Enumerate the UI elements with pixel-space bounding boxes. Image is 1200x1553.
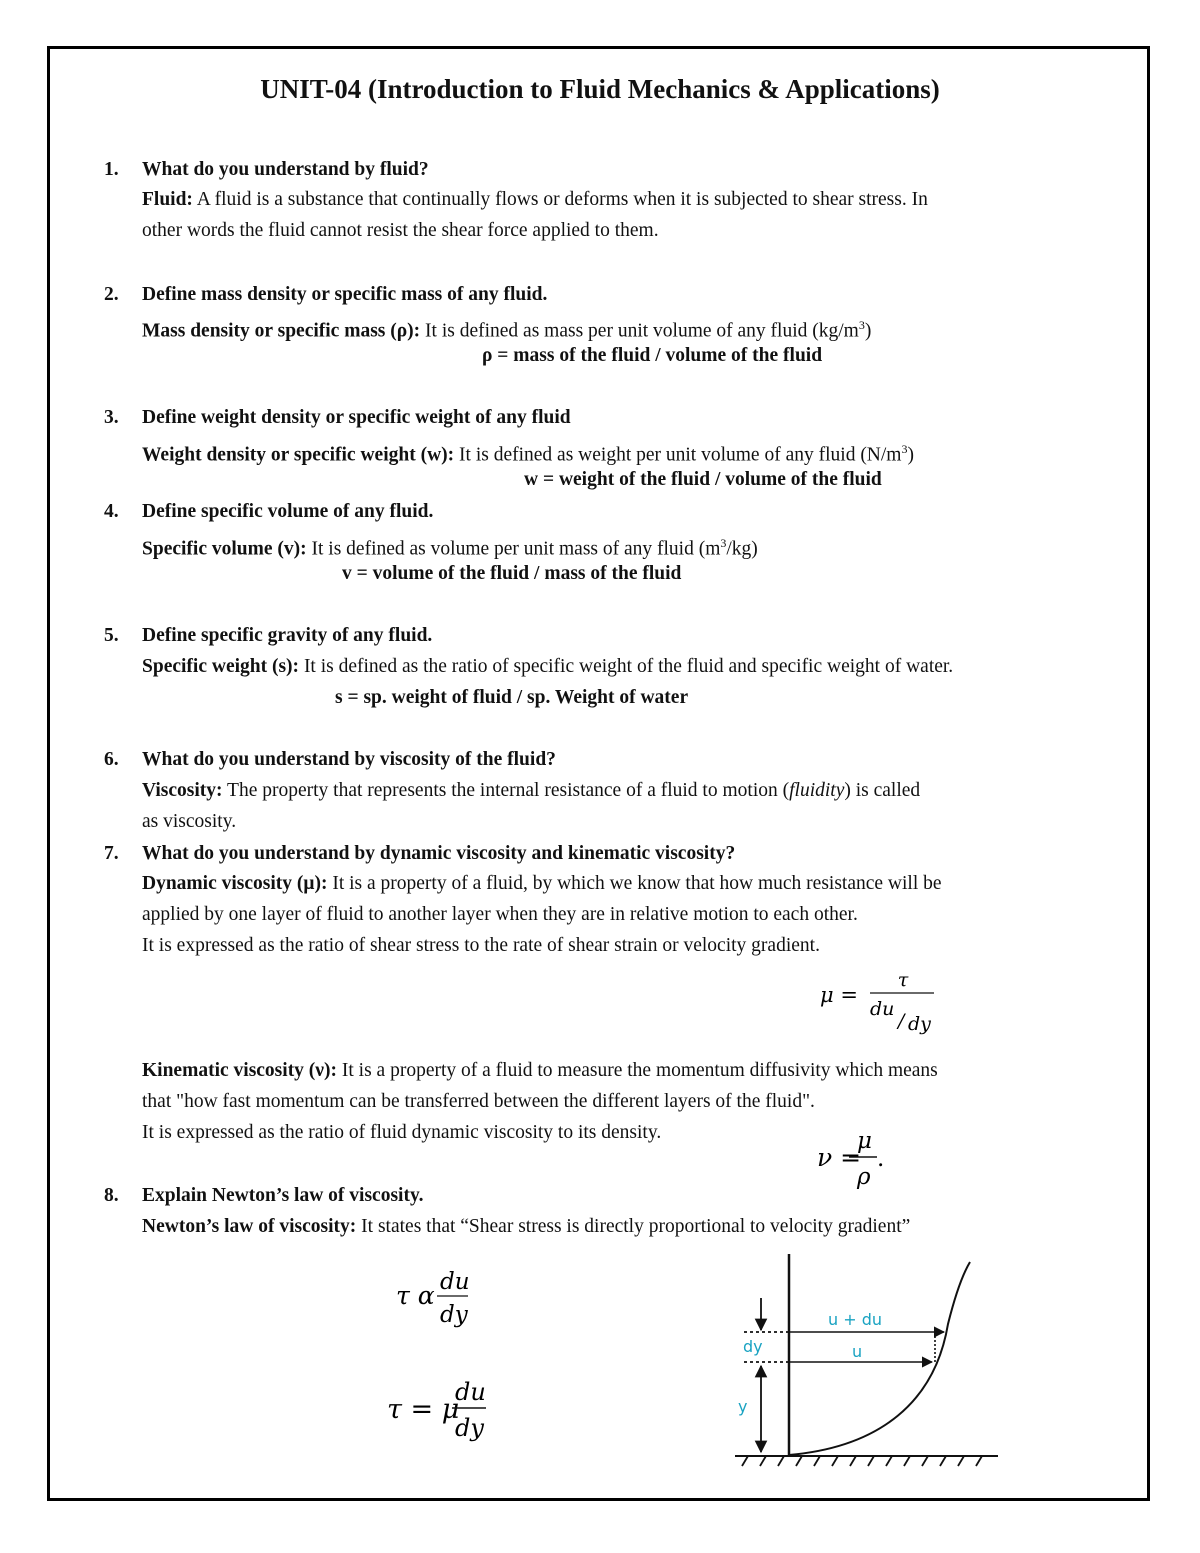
- question-3: Define weight density or specific weight of any fluid: [142, 407, 571, 428]
- svg-text:τ α: τ α: [396, 1281, 435, 1310]
- answer-4-definition: Specific volume (v): It is defined as volume per unit mass of any fluid $(m^3/kg)$: [142, 536, 758, 560]
- label-u-plus-du: u + du: [828, 1310, 883, 1329]
- kinematic-viscosity-line-3: It is expressed as the ratio of fluid dynamic viscosity to its density.: [142, 1122, 662, 1143]
- svg-text:du: du: [870, 998, 895, 1020]
- label-y: y: [738, 1397, 748, 1416]
- svg-text:μ: μ: [857, 1128, 872, 1154]
- ground-hatching: [742, 1456, 982, 1466]
- newton-law-formula: [385, 1372, 525, 1448]
- question-number-8: 8.: [104, 1185, 119, 1206]
- question-6: What do you understand by viscosity of the fluid?: [142, 749, 556, 770]
- question-8: Explain Newton’s law of viscosity.: [142, 1185, 424, 1206]
- svg-text:μ =: μ =: [820, 983, 858, 1007]
- answer-8-definition: Newton’s law of viscosity: It states that “Shear stress is directly proportional to velocity gradient”: [142, 1216, 911, 1237]
- answer-3-definition: Weight density or specific weight (w): It is defined as weight per unit volume of any fluid $(N/m^3)$: [142, 442, 914, 466]
- dynamic-viscosity-line-3: It is expressed as the ratio of shear stress to the rate of shear strain or velocity gradient.: [142, 935, 820, 956]
- answer-1-line-2: other words the fluid cannot resist the shear force applied to them.: [142, 220, 659, 241]
- question-7: What do you understand by dynamic viscosity and kinematic viscosity?: [142, 843, 736, 864]
- svg-text:.: .: [877, 1146, 885, 1172]
- label-u: u: [852, 1342, 863, 1361]
- question-number-7: 7.: [104, 843, 119, 864]
- question-number-2: 2.: [104, 284, 119, 305]
- velocity-profile-diagram: [730, 1252, 1010, 1482]
- answer-2-definition: Mass density or specific mass (ρ): It is defined as mass per unit volume of any fluid $(kg/m^3)$: [142, 318, 872, 342]
- dynamic-viscosity-line-1: Dynamic viscosity (μ): It is a property of a fluid, by which we know that how much resistance will be: [142, 873, 942, 894]
- svg-text:ρ: ρ: [857, 1164, 871, 1190]
- question-number-4: 4.: [104, 501, 119, 522]
- question-number-3: 3.: [104, 407, 119, 428]
- svg-text:τ: τ: [897, 969, 909, 991]
- question-4: Define specific volume of any fluid.: [142, 501, 434, 522]
- equation-specific-gravity: s = sp. weight of fluid / sp. Weight of water: [335, 687, 689, 708]
- svg-text:τ = μ: τ = μ: [387, 1394, 460, 1425]
- question-1: What do you understand by fluid?: [142, 159, 429, 180]
- label-dy: dy: [743, 1337, 763, 1356]
- equation-mass-density: ρ = mass of the fluid / volume of the fluid: [482, 345, 823, 366]
- kinematic-viscosity-formula: [815, 1124, 915, 1194]
- proportionality-formula: [390, 1262, 510, 1334]
- velocity-profile-curve: [789, 1262, 970, 1455]
- answer-5-definition: Specific weight (s): It is defined as the ratio of specific weight of the fluid and specific weight of water.: [142, 656, 954, 677]
- svg-text:dy: dy: [455, 1414, 484, 1442]
- svg-text:du: du: [440, 1269, 470, 1295]
- answer-6-line-2: as viscosity.: [142, 811, 237, 832]
- dynamic-viscosity-line-2: applied by one layer of fluid to another layer when they are in relative motion to each other.: [142, 904, 858, 925]
- question-5: Define specific gravity of any fluid.: [142, 625, 433, 646]
- page-title: UNIT-04 (Introduction to Fluid Mechanics & Applications): [260, 74, 940, 104]
- kinematic-viscosity-line-2: that "how fast momentum can be transferred between the different layers of the fluid".: [142, 1091, 815, 1112]
- kinematic-viscosity-line-1: Kinematic viscosity (ν): It is a property of a fluid to measure the momentum diffusivity which means: [142, 1060, 938, 1081]
- question-number-5: 5.: [104, 625, 119, 646]
- equation-weight-density: w = weight of the fluid / volume of the fluid: [524, 469, 882, 490]
- svg-text:du: du: [455, 1378, 486, 1406]
- svg-text:dy: dy: [440, 1302, 468, 1328]
- question-number-6: 6.: [104, 749, 119, 770]
- question-2: Define mass density or specific mass of any fluid.: [142, 284, 548, 305]
- svg-text:ν =: ν =: [817, 1143, 862, 1172]
- dynamic-viscosity-formula: [810, 964, 950, 1036]
- svg-text:/: /: [898, 1010, 905, 1032]
- question-number-1: 1.: [104, 159, 119, 180]
- answer-6-line-1: Viscosity: The property that represents the internal resistance of a fluid to motion (fluidity) is called: [142, 780, 921, 801]
- answer-1-line-1: Fluid: A fluid is a substance that continually flows or deforms when it is subjected to shear stress. In: [142, 189, 928, 210]
- equation-specific-volume: v = volume of the fluid / mass of the fluid: [342, 563, 682, 584]
- svg-text:dy: dy: [908, 1013, 931, 1035]
